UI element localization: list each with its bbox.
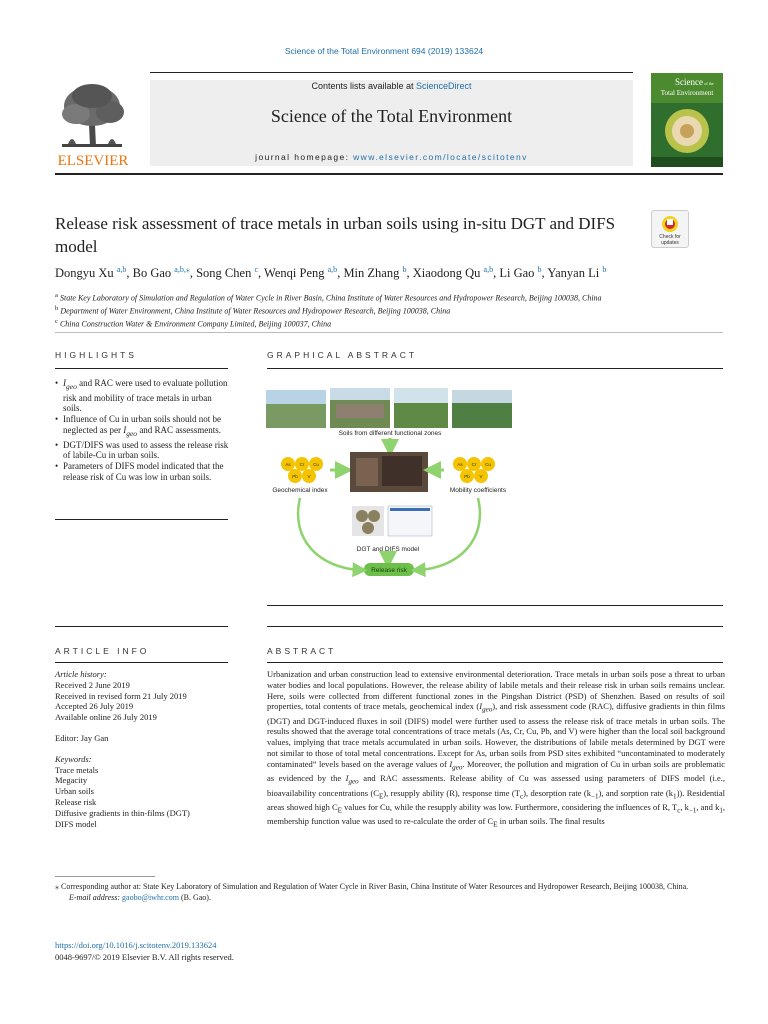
cover-title-3: Total Environment <box>660 89 714 97</box>
footnote-rule <box>55 876 155 877</box>
highlights-list <box>55 378 230 483</box>
graphical-abstract-figure <box>260 380 524 590</box>
author[interactable] <box>264 266 337 280</box>
mob-metal-as: As <box>457 462 463 467</box>
geo-metal-cr: Cr <box>299 462 305 467</box>
check-badge-line1: Check for <box>659 234 681 240</box>
article-info <box>55 669 235 829</box>
geochemical-metals <box>281 457 323 483</box>
author-affiliation-mark[interactable]: b <box>537 265 542 274</box>
abstract-rule <box>267 626 723 627</box>
cover-art <box>651 73 723 167</box>
author-affiliation-mark[interactable]: b <box>402 265 407 274</box>
history-received: Received 2 June 2019 <box>55 679 130 690</box>
geochemical-index-label: Geochemical index <box>272 487 328 494</box>
geo-metal-v: V <box>307 474 311 479</box>
highlights-heading: HIGHLIGHTS <box>55 350 137 360</box>
author[interactable] <box>547 266 606 280</box>
abstract-text: Urbanization and urban construction lead to extensive environmental deterioration. Trace metals in urban soils pose a threat to urban water bodies and local populations. However, the release ability of labile metals and their release risk in urban soils remains unclear. Here, soils were collected from different functional zones in the Pingshan District (PSD) of Shenzhen. Based on results of soil properties, total contents of trace metals, geochemical index $(I_{geo})$, and risk assessment code (RAC), diffusive gradients in thin films (DGT) and DGT-induced fluxes in soil (DIFS) model were further used to assess the release risk of trace metals in urban soils. The results showed that the average total concentrations of trace metals (As, Cr, Cu, Pb, and V) were higher than the local soil background values, implying that trace metals accumulated in urban soils. However, the distributions of labile metals determined by DGT were not similar to those of total metal concentrations. Except for As, urban soils from PSD sites exhibited “uncontaminated to moderately contaminated” levels based on the average values of $I_{geo}$. Moreover, the pollution and migration of Cu in urban soils are problematic as evidenced by the $I_{geo}$ and RAC assessments. Release ability of Cu was assessed using parameters of DIFS model (i.e., bioavailability concentrations $(C_E)$, resupply ability (R), response time $(T_c)$, desorption rate $(k_{-1})$, and sorption rate $(k_1)$). Residential areas showed high $C_E$ values for Cu, while the resupply ability was low. Furthermore, considering the influences of R, $T_c$, $k_{-1}$, and $k_1$, membership function value was used to re-calculate the order of $C_E$ in urban soils. The final results <box>267 669 726 830</box>
author[interactable] <box>55 266 126 280</box>
footnote-mark: ⁎ <box>55 882 59 891</box>
email-label: E-mail address: <box>69 892 123 902</box>
author-affiliation-mark[interactable]: b <box>602 265 607 274</box>
keyword: Trace metals <box>55 764 99 775</box>
elsevier-wordmark: ELSEVIER <box>57 153 129 168</box>
highlight-item: • $I_{geo}$ and RAC were used to evaluate pollution risk and mobility of trace metals in urban soils. <box>55 378 230 414</box>
doi-block <box>55 940 234 963</box>
cover-title-1: Science <box>675 77 703 87</box>
homepage-line <box>150 152 633 162</box>
author-affiliation-mark[interactable]: c <box>254 265 259 274</box>
homepage-prefix: journal homepage: <box>255 152 354 162</box>
affiliations <box>55 291 735 330</box>
abstract-mid-rule <box>267 662 723 663</box>
article-info-rule <box>55 626 228 627</box>
copyright: 0048-9697/© 2019 Elsevier B.V. All rights reserved. <box>55 951 234 962</box>
footnote-text: Corresponding author at: State Key Laboratory of Simulation and Regulation of Water Cycle in River Basin, China Institute of Water Resources and Hydropower Research, Beijing 100038, China. <box>61 882 689 891</box>
journal-cover[interactable] <box>651 73 723 167</box>
keyword: Urban soils <box>55 786 94 797</box>
geo-metal-pb: Pb <box>292 474 298 479</box>
header-rule <box>150 72 633 73</box>
dgt-difs-model-label: DGT and DIFS model <box>356 546 420 553</box>
keyword: DIFS model <box>55 818 97 829</box>
journal-title: Science of the Total Environment <box>270 106 513 126</box>
check-badge-line2: updates <box>661 240 679 246</box>
author-affiliation-mark[interactable]: a,b <box>116 265 127 274</box>
affiliation-mark: c <box>55 318 58 326</box>
author-name: Min Zhang <box>343 266 400 281</box>
author-name: Song Chen <box>196 266 252 281</box>
corresponding-author-footnote <box>55 882 725 903</box>
geo-metal-cu: Cu <box>313 462 319 467</box>
affiliation <box>55 291 735 304</box>
doi-link[interactable]: https://doi.org/10.1016/j.scitotenv.2019.133624 <box>55 940 217 950</box>
article-info-mid-rule <box>55 662 228 663</box>
geo-metal-as: As <box>285 462 291 467</box>
keywords-label: Keywords: <box>55 753 92 764</box>
author-affiliation-mark[interactable]: a,b <box>483 265 494 274</box>
author[interactable] <box>196 266 258 280</box>
header-bottom-rule <box>55 173 723 175</box>
author-affiliation-mark[interactable]: a,b <box>327 265 338 274</box>
highlight-item: • DGT/DIFS was used to assess the release risk of labile-Cu in urban soils. <box>55 440 230 462</box>
sciencedirect-link[interactable]: ScienceDirect <box>416 81 472 91</box>
article-title: Release risk assessment of trace metals in urban soils using in-situ DGT and DIFS model <box>55 214 616 256</box>
email-link[interactable]: gaobo@iwhr.com <box>122 892 179 902</box>
mobility-metals <box>453 457 495 483</box>
affiliation-mark: b <box>55 305 59 313</box>
author-affiliation-mark[interactable]: a,b,⁎ <box>174 265 190 274</box>
homepage-link[interactable]: www.elsevier.com/locate/scitotenv <box>353 152 528 162</box>
editor: Editor: Jay Gan <box>55 732 109 743</box>
release-risk-label: Release risk <box>371 567 407 574</box>
keyword: Diffusive gradients in thin-films (DGT) <box>55 807 190 818</box>
graphical-abstract-rule <box>267 368 723 369</box>
highlight-item: • Influence of Cu in urban soils should not be neglected as per $I_{geo}$ and RAC assessments. <box>55 414 230 439</box>
history-accepted: Accepted 26 July 2019 <box>55 701 134 712</box>
author-name: Yanyan Li <box>547 266 600 281</box>
cover-title-2: of the <box>704 81 714 86</box>
author[interactable] <box>499 266 541 280</box>
highlight-item: • Parameters of DIFS model indicated that the release risk of Cu was low in urban soils. <box>55 461 230 483</box>
mob-metal-v: V <box>479 474 483 479</box>
journal-reference-link[interactable]: Science of the Total Environment 694 (2019) 133624 <box>284 46 484 56</box>
author-name: Wenqi Peng <box>264 266 325 281</box>
dgt-model-images <box>352 506 432 536</box>
soils-label: Soils from different functional zones <box>338 430 442 437</box>
author[interactable] <box>343 266 406 280</box>
mob-metal-cu: Cu <box>485 462 491 467</box>
graphical-abstract-bottom-rule <box>267 605 723 606</box>
mob-metal-pb: Pb <box>464 474 470 479</box>
author-name: Li Gao <box>499 266 535 281</box>
affiliation-rule <box>55 332 723 333</box>
author-name: Bo Gao <box>132 266 172 281</box>
check-for-updates-button[interactable] <box>651 210 689 248</box>
author-name: Xiaodong Qu <box>412 266 481 281</box>
affiliation-text: China Construction Water & Environment Company Limited, Beijing 100037, China <box>59 319 332 329</box>
mob-metal-cr: Cr <box>471 462 477 467</box>
abstract-heading: ABSTRACT <box>267 646 337 656</box>
contents-line <box>150 81 633 91</box>
keyword: Release risk <box>55 796 97 807</box>
history-online: Available online 26 July 2019 <box>55 712 157 723</box>
affiliation-text: State Key Laboratory of Simulation and Regulation of Water Cycle in River Basin, China Institute of Water Resources and Hydropower Research, Beijing 100038, China <box>59 293 602 303</box>
highlights-bottom-rule <box>55 519 228 520</box>
history-label: Article history: <box>55 669 107 679</box>
mobility-coefficients-label: Mobility coefficients <box>449 487 507 494</box>
author-name: Dongyu Xu <box>55 266 114 281</box>
author[interactable] <box>413 266 493 280</box>
check-updates-icon <box>652 211 688 247</box>
elsevier-logo <box>52 76 134 168</box>
affiliation-mark: a <box>55 292 58 299</box>
affiliation <box>55 317 735 330</box>
article-info-heading: ARTICLE INFO <box>55 646 150 656</box>
history-revised: Received in revised form 21 July 2019 <box>55 690 187 701</box>
contents-prefix: Contents lists available at <box>311 81 417 91</box>
graphical-abstract-heading: GRAPHICAL ABSTRACT <box>267 350 418 360</box>
author-list: Dongyu Xu $^{a,b}$, Bo Gao $^{a,b,⁎}$, Song Chen $^c$, Wenqi Peng $^{a,b}$, Min Zhang $^b$, Xiaodong Qu $^{a,b}$, Li Gao $^b$, Yanyan Li $^b$ <box>55 265 607 281</box>
keyword: Megacity <box>55 775 88 786</box>
affiliation <box>55 304 735 317</box>
affiliation-text: Department of Water Environment, China Institute of Water Resources and Hydropower Research, Beijing 100038, China <box>60 306 451 316</box>
soil-photos <box>266 388 512 428</box>
email-suffix: (B. Gao). <box>178 892 211 902</box>
highlights-rule <box>55 368 228 369</box>
author[interactable] <box>133 266 190 280</box>
